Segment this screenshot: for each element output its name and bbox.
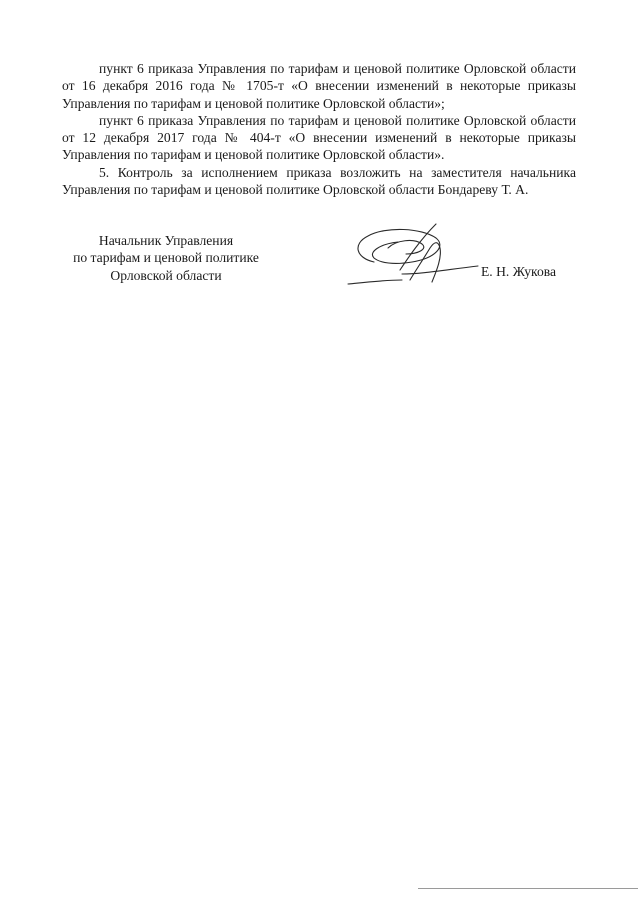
document-body bbox=[62, 60, 576, 198]
signer-position bbox=[60, 232, 272, 284]
signer-position-line-2: по тарифам и ценовой политике bbox=[73, 250, 259, 266]
paragraph-control-clause: 5. Контроль за исполнением приказа возложить на заместителя начальника Управления по тарифам и ценовой политике Орловской области Бондареву Т. А. bbox=[62, 164, 576, 198]
paragraph-item-6-order-404: пункт 6 приказа Управления по тарифам и ценовой политике Орловской области от 12 декабря 2017 года № 404-т «О внесении изменений в некоторые приказы Управления по тарифам и ценовой политике Орловской области». bbox=[62, 112, 576, 163]
signer-position-line-1: Начальник Управления bbox=[98, 233, 234, 248]
handwritten-signature bbox=[340, 218, 488, 290]
paragraph-item-6-order-1705: пункт 6 приказа Управления по тарифам и ценовой политике Орловской области от 16 декабря 2016 года № 1705-т «О внесении изменений в некоторые приказы Управления по тарифам и ценовой политике Орловской области»; bbox=[62, 61, 576, 111]
signer-name: Е. Н. Жукова bbox=[481, 264, 557, 279]
scan-edge-line bbox=[418, 888, 638, 889]
signer-position-line-3: Орловской области bbox=[110, 267, 222, 283]
